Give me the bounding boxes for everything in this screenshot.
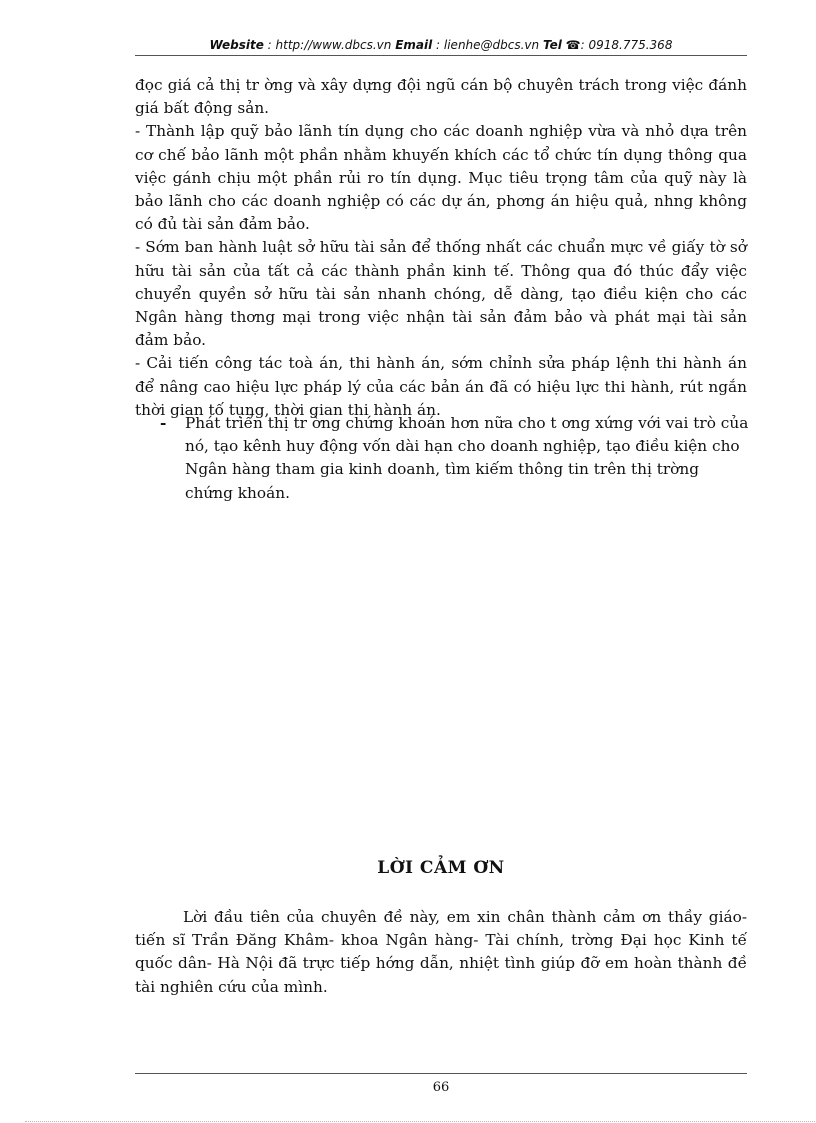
website-label: Website — [209, 38, 264, 52]
paragraph-1: đọc giá cả thị tr ờng và xây dựng đội ngũ cán bộ chuyên trách trong việc đánh giá bất động sản. — [135, 76, 747, 118]
page-number: 66 — [432, 1080, 450, 1095]
bullet-mark: - — [160, 414, 167, 432]
page-edge — [25, 1121, 815, 1122]
paragraph-4: - Cải tiến công tác toà án, thi hành án, sớm chỉnh sửa pháp lệnh thi hành án để nâng cao hiệu lực pháp lý của các bản án đã có hiệu lực thi hành, rút ngắn thời gian tố tụng, thời gian thi hành án. — [135, 354, 747, 419]
acknowledgement-paragraph: Lời đầu tiên của chuyên đề này, em xin chân thành cảm ơn thầy giáo- tiến sĩ Trần Đăng Khâm- khoa Ngân hàng- Tài chính, trờng Đại học Kinh tế quốc dân- Hà Nội đã trực tiếp hớng dẫn, nhiệt tình giúp đỡ em hoàn thành đề tài nghiên cứu của mình. — [135, 908, 747, 996]
header-divider — [135, 55, 747, 56]
email-label: Email — [395, 38, 433, 52]
bullet-text: Phát triển thị tr ờng chứng khoán hơn nữa cho t ơng xứng với vai trò của nó, tạo kênh huy động vốn dài hạn cho doanh nghiệp, tạo điều kiện cho Ngân hàng tham gia kinh doanh, tìm kiếm thông tin trên thị trờng chứng khoán. — [185, 414, 749, 502]
section-title: LỜI CẢM ƠN — [377, 858, 505, 878]
body-text — [135, 74, 747, 422]
paragraph-3: - Sớm ban hành luật sở hữu tài sản để thống nhất các chuẩn mực về giấy tờ sở hữu tài sản của tất cả các thành phần kinh tế. Thông qua đó thúc đẩy việc chuyển quyền sở hữu tài sản nhanh chóng, dễ dàng, tạo điều kiện cho các Ngân hàng thơng mại trong việc nhận tài sản đảm bảo và phát mại tài sản đảm bảo. — [135, 238, 747, 350]
page-header — [135, 38, 747, 52]
paragraph-2: - Thành lập quỹ bảo lãnh tín dụng cho các doanh nghiệp vừa và nhỏ dựa trên cơ chế bảo lãnh một phần nhằm khuyến khích các tổ chức tín dụng thông qua việc gánh chịu một phần rủi ro tín dụng. Mục tiêu trọng tâm của quỹ này là bảo lãnh cho các doanh nghiệp có các dự án, phơng án hiệu quả, nhng không có đủ tài sản đảm bảo. — [135, 122, 747, 234]
bullet-item — [160, 412, 750, 505]
footer-divider — [135, 1073, 747, 1074]
email-value[interactable]: : lienhe@dbcs.vn — [432, 38, 543, 52]
website-value[interactable]: : http://www.dbcs.vn — [263, 38, 396, 52]
tel-value: ☎: 0918.775.368 — [561, 38, 673, 52]
tel-label: Tel — [542, 38, 562, 52]
